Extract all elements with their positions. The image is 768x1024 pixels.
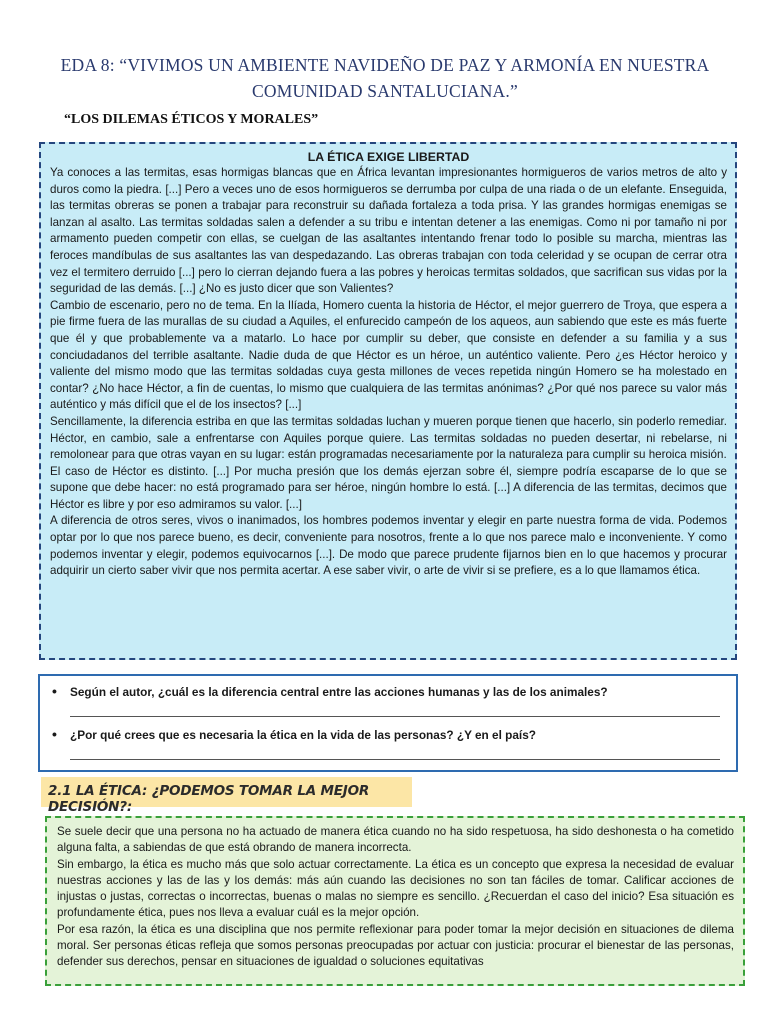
reading-body (50, 165, 727, 580)
question-item: • ¿Por qué crees que es necesaria la ética en la vida de las personas? ¿Y en el país? (52, 727, 726, 743)
reading-paragraph: Cambio de escenario, pero no de tema. En la Ilíada, Homero cuenta la historia de Héctor, el mejor guerrero de Troya, que espera a pie firme fuera de las murallas de su ciudad a Aquiles, el enfurecido campeón de los aqueos, aun sabiendo que este es más fuerte que él y que probablemente va a matarlo. Lo hace por cumplir su deber, que consiste en defender a su familia y a sus conciudadanos del terrible asaltante. Nadie duda de que Héctor es un héroe, un auténtico valiente. Pero ¿es Héctor heroico y valiente del mismo modo que las termitas soldadas cuya gesta millones de veces repetida ningún Homero se ha molestado en contar? ¿No hace Héctor, a fin de cuentas, lo mismo que cualquiera de las termitas anónimas? ¿Por qué nos parece su valor más auténtico y más difícil que el de los insectos? [...] (50, 298, 727, 412)
section-heading: 2.1 LA ÉTICA: ¿PODEMOS TOMAR LA MEJOR DECISIÓN?: (41, 777, 412, 807)
ethics-paragraph: Por esa razón, la ética es una disciplina que nos permite reflexionar para poder tomar la mejor decisión en situaciones de dilema moral. Ser personas éticas refleja que somos personas preocupadas por actuar con justicia: procurar el bienestar de las personas, defender sus derechos, pensar en situaciones de igualdad o soluciones equitativas (57, 922, 734, 969)
reading-paragraph: El caso de Héctor es distinto. [...] Por mucha presión que los demás ejerzan sobre él, siempre podría escaparse de lo que se supone que debe hacer: no está programado para ser héroe, ningún hombre lo está. [...] A diferencia de las termitas, decimos que Héctor es libre y por eso admiramos su valor. [...] (50, 464, 727, 511)
question-item: • Según el autor, ¿cuál es la diferencia central entre las acciones humanas y las de los animales? (52, 684, 726, 700)
answer-line[interactable] (70, 747, 720, 760)
ethics-paragraph: Se suele decir que una persona no ha actuado de manera ética cuando no ha sido respetuosa, ha sido deshonesta o ha cometido alguna falta, a sabiendas de que está obrando de manera incorrecta. (57, 825, 734, 855)
reading-heading: LA ÉTICA EXIGE LIBERTAD (307, 150, 470, 164)
reading-paragraph: A diferencia de otros seres, vivos o inanimados, los hombres podemos inventar y elegir en parte nuestra forma de vida. Podemos optar por lo que nos parece bueno, es decir, conveniente para nosotros, frente a lo que nos parece malo e inconveniente. Y como podemos inventar y elegir, podemos equivocarnos [...]. De modo que parece prudente fijarnos bien en lo que hacemos y procurar adquirir un cierto saber vivir que nos permita acertar. A ese saber vivir, o arte de vivir si se prefiere, es a lo que llamamos ética. (50, 514, 727, 578)
questions-box (38, 674, 738, 772)
document-title: EDA 8: “VIVIMOS UN AMBIENTE NAVIDEÑO DE PAZ Y ARMONÍA EN NUESTRA COMUNIDAD SANTALUCIANA.” (60, 55, 710, 101)
reading-box (39, 142, 737, 660)
document-subtitle: “LOS DILEMAS ÉTICOS Y MORALES” (64, 112, 319, 127)
ethics-box (45, 816, 745, 986)
ethics-paragraph: Sin embargo, la ética es mucho más que solo actuar correctamente. La ética es un concepto que expresa la necesidad de evaluar nuestras acciones y las de las y los demás: más aún cuando las decisiones no son tan fáciles de tomar. Calificar acciones de injustas o justas, correctas o incorrectas, buenas o malas no siempre es sencillo. ¿Recuerdan el caso del inicio? Esa situación es profundamente ética, pues nos lleva a evaluar cuál es la mejor opción. (57, 857, 734, 920)
answer-line[interactable] (70, 704, 720, 717)
reading-paragraph: Ya conoces a las termitas, esas hormigas blancas que en África levantan impresionantes hormigueros de varios metros de alto y duros como la piedra. [...] Pero a veces uno de esos hormigueros se derrumba por culpa de una riada o de un elefante. Enseguida, las termitas obreras se ponen a trabajar para reconstruir su dañada fortaleza a toda prisa. Y las grandes hormigas enemigas se lanzan al asalto. Las termitas soldadas salen a defender a su tribu e intentan detener a las enemigas. Como ni por tamaño ni por armamento pueden competir con ellas, se cuelgan de las asaltantes intentando frenar todo lo posible su marcha, mientras las feroces mandíbulas de sus asaltantes las van despedazando. Las obreras trabajan con toda celeridad y se ocupan de cerrar otra vez el termitero derruido [...] pero lo cierran dejando fuera a las pobres y heroicas termitas soldados, que sacrifican sus vidas por la seguridad de las demás. [...] ¿No es justo dicer que son Valientes? (50, 166, 727, 296)
reading-paragraph: Sencillamente, la diferencia estriba en que las termitas soldadas luchan y mueren porque tienen que hacerlo, sin poderlo remediar. Héctor, en cambio, sale a enfrentarse con Aquiles porque quiere. Las termitas soldadas no pueden desertar, ni rebelarse, ni remolonear para que otras vayan en su lugar: están programadas necesariamente por la naturaleza para cumplir su heroica misión. (50, 414, 727, 462)
